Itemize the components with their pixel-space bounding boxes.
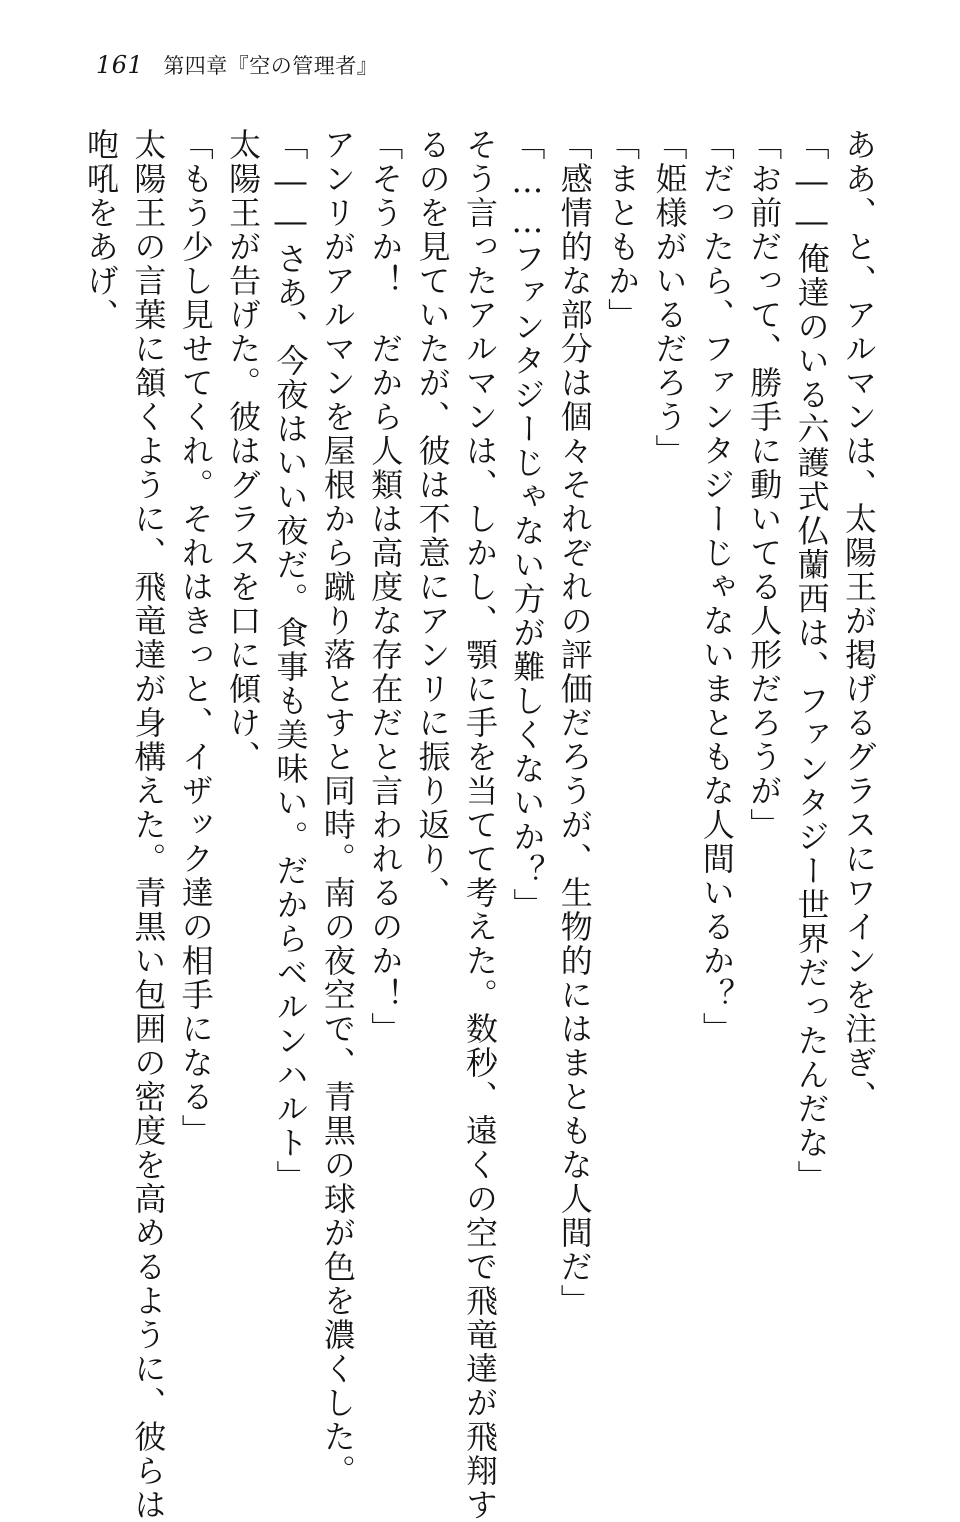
text-line-15: 「もう少し見せてくれ。それはきっと、イザック達の相手になる」: [176, 128, 215, 1148]
text-line-5: 「姫様がいるだろう」: [650, 128, 689, 468]
text-line-14: 太陽王が告げた。彼はグラスを口に傾け、: [224, 128, 263, 774]
text-line-13: 「――さあ、今夜はいい夜だ。食事も美味い。だからベルンハルト」: [271, 128, 310, 1194]
text-line-16: 太陽王の言葉に頷くように、飛竜達が身構えた。青黒い包囲の密度を高めるように、彼らは: [129, 128, 168, 1522]
text-line-4: 「だったら、ファンタジーじゃないまともな人間いるか？」: [697, 128, 736, 1046]
text-line-7: 「感情的な部分は個々それぞれの評価だろうが、生物的にはまともな人間だ」: [555, 128, 594, 1318]
text-line-17: 咆吼をあげ、: [82, 128, 120, 332]
text-line-9: そう言ったアルマンは、しかし、顎に手を当てて考えた。数秒、遠くの空で飛竜達が飛翔す: [461, 128, 499, 1522]
text-line-1: ああ、と、アルマンは、太陽王が掲げるグラスにワインを注ぎ、: [840, 128, 878, 1114]
page-number: 161: [96, 51, 144, 79]
text-line-3: 「お前だって、勝手に動いてる人形だろうが」: [745, 128, 784, 842]
text-line-8: 「……ファンタジーじゃない方が難しくないか？」: [508, 128, 547, 922]
page-header: [96, 50, 378, 90]
text-line-2: 「――俺達のいる六護式仏蘭西は、ファンタジー世界だったんだな」: [792, 128, 831, 1194]
vertical-text-body: [82, 128, 878, 1522]
text-line-10: るのを見ていたが、彼は不意にアンリに振り返り、: [413, 128, 452, 910]
text-line-6: 「まともか」: [603, 128, 642, 332]
chapter-title: 第四章『空の管理者』: [163, 54, 379, 78]
text-line-12: アンリがアルマンを屋根から蹴り落とすと同時。南の夜空で、青黒の球が色を濃くした。: [318, 128, 357, 1488]
text-line-11: 「そうか！ だから人類は高度な存在だと言われるのか！」: [366, 128, 405, 1046]
